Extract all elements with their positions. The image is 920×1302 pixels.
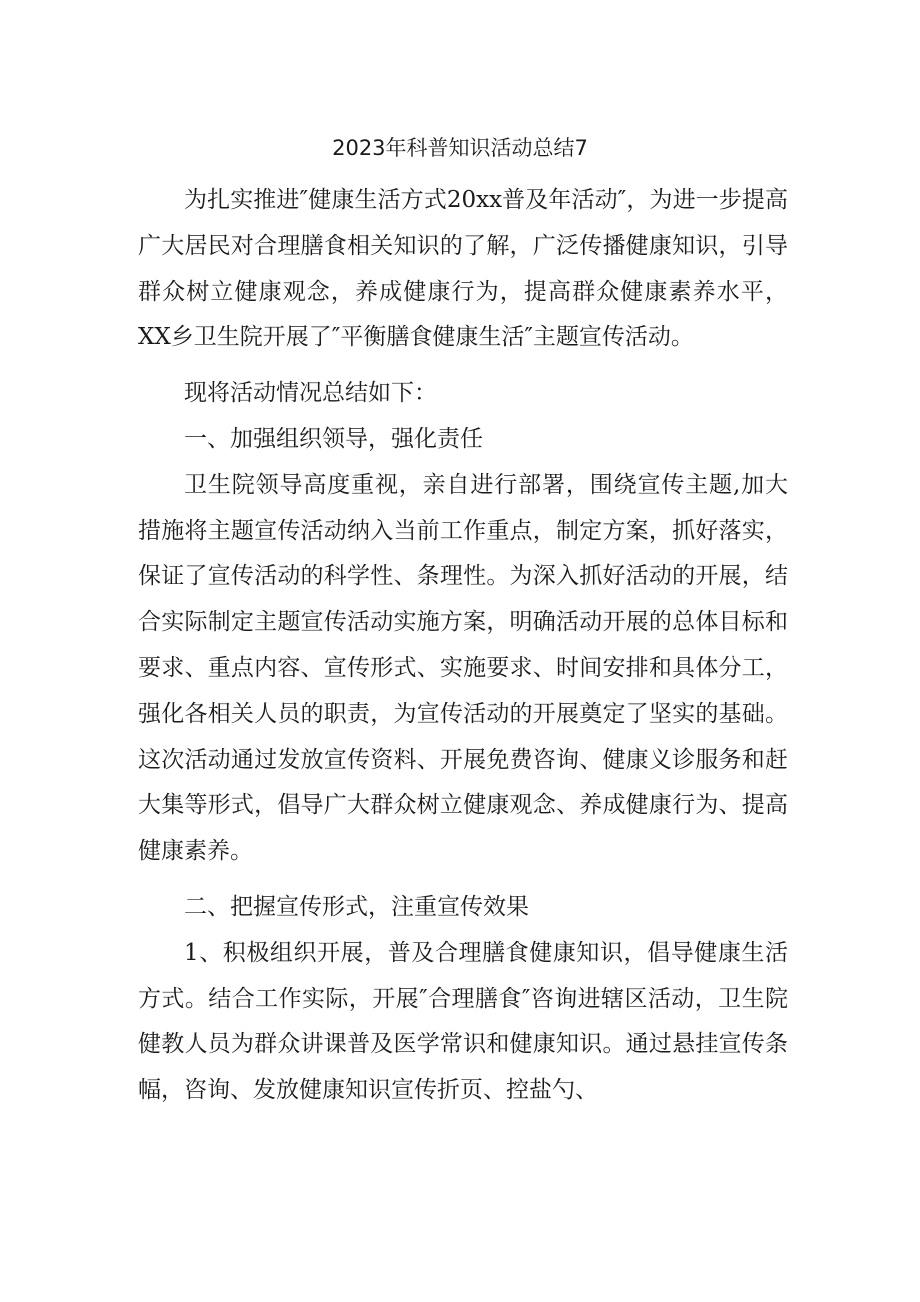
section-heading-2: 二、把握宣传形式，注重宣传效果 [184,893,529,920]
section-heading-1: 一、加强组织领导，强化责任 [184,425,483,452]
document-title: 2023年科普知识活动总结7 [332,136,588,160]
paragraph-section-2-item-1: 1、积极组织开展，普及合理膳食健康知识，倡导健康生活方式。结合工作实际，开展″合理膳食″咨询进辖区活动，卫生院健教人员为群众讲课普及医学常识和健康知识。通过悬挂宣传条幅，咨询、发放健康知识宣传折页、控盐勺、 [138,939,788,1104]
document-body [138,178,788,1114]
paragraph-section-1: 卫生院领导高度重视，亲自进行部署，围绕宣传主题,加大措施将主题宣传活动纳入当前工作重点，制定方案，抓好落实，保证了宣传活动的科学性、条理性。为深入抓好活动的开展，结合实际制定主题宣传活动实施方案，明确活动开展的总体目标和要求、重点内容、宣传形式、实施要求、时间安排和具体分工，强化各相关人员的职责，为宣传活动的开展奠定了坚实的基础。这次活动通过发放宣传资料、开展免费咨询、健康义诊服务和赶大集等形式，倡导广大群众树立健康观念、养成健康行为、提高健康素养。 [138,471,788,865]
paragraph-intro: 为扎实推进″健康生活方式20xx普及年活动″，为进一步提高广大居民对合理膳食相关知识的了解，广泛传播健康知识，引导群众树立健康观念，养成健康行为，提高群众健康素养水平，XX乡卫生院开展了″平衡膳食健康生活″主题宣传活动。 [138,187,788,351]
paragraph-summary-lead: 现将活动情况总结如下： [184,380,437,407]
